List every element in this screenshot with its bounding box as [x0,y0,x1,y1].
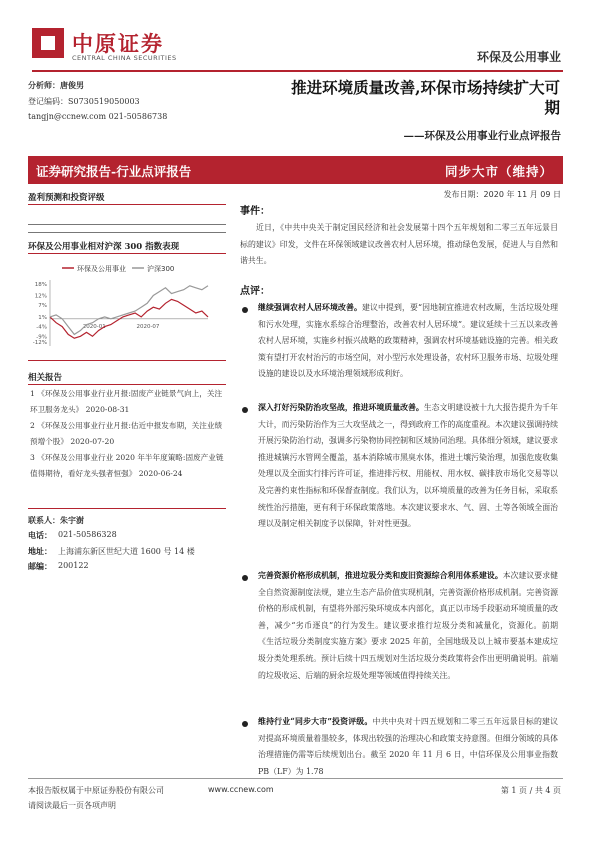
y-tick-label: -12% [32,340,47,347]
point-4 [258,714,558,780]
point-4-lead: 维持行业“同步大市”投资评级。 [258,717,373,726]
logo-mark [32,28,64,58]
legend-label: 环保及公用事业 [77,265,126,273]
forecast-rule [28,204,226,205]
report-subtitle: ——环保及公用事业行业点评报告 [403,130,561,142]
analyst-contact: tangjn@ccnew.com 021-50586738 [28,112,168,121]
point-2 [258,400,558,533]
address-value: 上海浦东新区世纪大道 1600 号 14 楼 [58,547,195,556]
postcode-row [28,561,89,572]
phone-row [28,530,117,541]
event-heading: 事件： [240,206,270,217]
contact-rule [28,508,226,509]
postcode-label: 邮编： [28,561,52,571]
comment-heading: 点评： [240,286,270,297]
point-2-lead-red: 推进环境质量改善。 [352,403,424,412]
bullet [242,407,248,413]
point-1 [258,300,558,383]
performance-chart [28,258,228,358]
y-tick-label: 12% [34,293,47,300]
analyst-name: 分析师：唐俊男 [28,80,84,90]
analyst-cert: 登记编码：S0730519050003 [28,97,140,106]
point-3-text: 本次建议要求健全自然资源制度法规，建立生态产品价值实现机制，完善资源价格形成机制。完善资源价格的形成机制，有望将外部污染环境成本内部化，真正以市场手段驱动环境质量的改善，减少“劣币逐良”的行为发生。建议要求推行垃圾分类和减量化，资源化。前期《生活垃圾分类制度实施方案》要求 2025 年前，全国地级及以上城市要基本建成垃圾分类处理系统。预计后续十四五规划对生活垃圾分类政策将会作出更明确说明。前端的垃圾收运、后端的厨余垃圾处理等领域值得持续关注。 [258,571,558,680]
copyright: 本报告版权属于中原证券股份有限公司 [28,786,164,795]
bullet [242,721,248,727]
chart-rule [28,253,226,254]
point-2-text: 生态文明建设被十九大报告提升为千年大计，而污染防治作为三大攻坚战之一，得到政府工作的高度重视。本次建议强调持续开展污染防治行动，强调多污染物协同控制和区域协同治理。具体细分领域，建议要求推进城镇污水管网全覆盖，基本消除城市黑臭水体，推进土壤污染治理，加强危废收集处理以及全面实行排污许可证，推进排污权、用能权、用水权、碳排放市场化交易等以及完善约束性指标和环保督查制度。我们认为，以环境质量的改善为任务目标，采取系统性治污措施，更有利于环保政策落地。本次建议要求水、气、固、土等各领域全面治理以及制定相关制度予以保障，针对性更强。 [258,403,558,529]
point-3 [258,568,558,684]
related-report-1[interactable]: 1 《环保及公用事业行业月报:固废产业链景气向上，关注环卫服务龙头》 2020-08-31 [30,389,223,414]
contact-person: 联系人：朱宇澍 [28,515,84,525]
y-tick-label: -4% [36,324,47,331]
related-rule [28,384,226,385]
related-report-3[interactable]: 3 《环保及公用事业行业 2020 年半年度策略:固废产业链值得期待，看好龙头强者恒强》 2020-06-24 [30,453,224,478]
point-1-lead: 继续强调农村人居环境改善。 [258,303,362,312]
rating: 同步大市（维持） [444,164,553,179]
publish-date: 发布日期：2020 年 11 月 09 日 [443,190,561,199]
postcode-value: 200122 [58,561,89,570]
legend-label: 沪深300 [147,265,175,273]
x-tick-label: 2020-07 [136,323,160,330]
footer-rule [28,778,563,779]
chart-heading: 环保及公用事业相对沪深 300 指数表现 [28,242,180,252]
point-4-text: 中共中央对十四五规划和二零三五年远景目标的建议对提高环境质量着墨较多，体现出较强的治理决心和政策支持意图。但细分领域的具体治理措施仍需等后续规划出台。截至 2020 年 11 月 6 日，中信环保及公用事业指数 PB（LF）为 1.78 [258,717,558,776]
report-type: 证券研究报告-行业点评报告 [36,164,192,179]
divider [28,224,226,225]
point-2-lead: 深入打好污染防治攻坚战， [258,403,353,412]
report-title-line-2: 期 [544,98,560,117]
related-report-2[interactable]: 2 《环保及公用事业行业月报:估近中报发布期，关注业绩预增个股》 2020-07-20 [30,421,223,446]
chart-bottom-rule [28,360,226,361]
forecast-heading: 盈利预测和投资评级 [28,193,105,203]
y-tick-label: 7% [38,303,47,310]
divider [28,232,226,233]
report-title-line-1: 推进环境质量改善,环保市场持续扩大可 [291,78,560,97]
phone-label: 电话： [28,530,52,540]
bullet [242,307,248,313]
page-number: 第 1 页 / 共 4 页 [500,786,561,795]
bullet [242,575,248,581]
series-line [50,286,208,335]
related-heading: 相关报告 [28,373,63,383]
x-tick-label: 2020-01 [82,323,106,330]
website-link[interactable]: www.ccnew.com [208,785,274,794]
address-row [28,546,195,557]
address-label: 地址： [28,546,52,556]
logo-text: 中原证券 [72,32,164,56]
logo-english: CENTRAL CHINA SECURITIES [72,54,177,62]
report-title [232,78,560,118]
point-1-text: 建议中提到，要“因地制宜推进农村改厕，生活垃圾处理和污水处理，实施水系综合治理整治，改善农村人居环境”。建议延续十三五以来改善农村人居环境，实施乡村振兴战略的政策精神，强调农村环境基础设施的完善。相关政策有望打开农村治污的市场空间，对小型污水处理设备，农村环卫服务市场、垃圾处理设施的建设以及水环境治理领域形成利好。 [258,303,558,379]
y-tick-label: 1% [38,314,47,321]
y-tick-label: 18% [34,281,47,288]
header-rule [32,70,563,72]
industry-category: 环保及公用事业 [476,50,561,64]
y-tick-label: -9% [36,334,47,341]
disclaimer-note[interactable]: 请阅读最后一页各项声明 [28,801,116,810]
point-3-lead: 完善资源价格形成机制，推进垃圾分类和废旧资源综合利用体系建设。 [258,571,503,580]
event-paragraph: 近日，《中共中央关于制定国民经济和社会发展第十四个五年规划和二零三五年远景目标的建议》印发，文件在环保领域建议改善农村人居环境，推动绿色发展，促进人与自然和谐共生。 [240,223,558,266]
phone-value: 021-50586328 [58,530,117,539]
